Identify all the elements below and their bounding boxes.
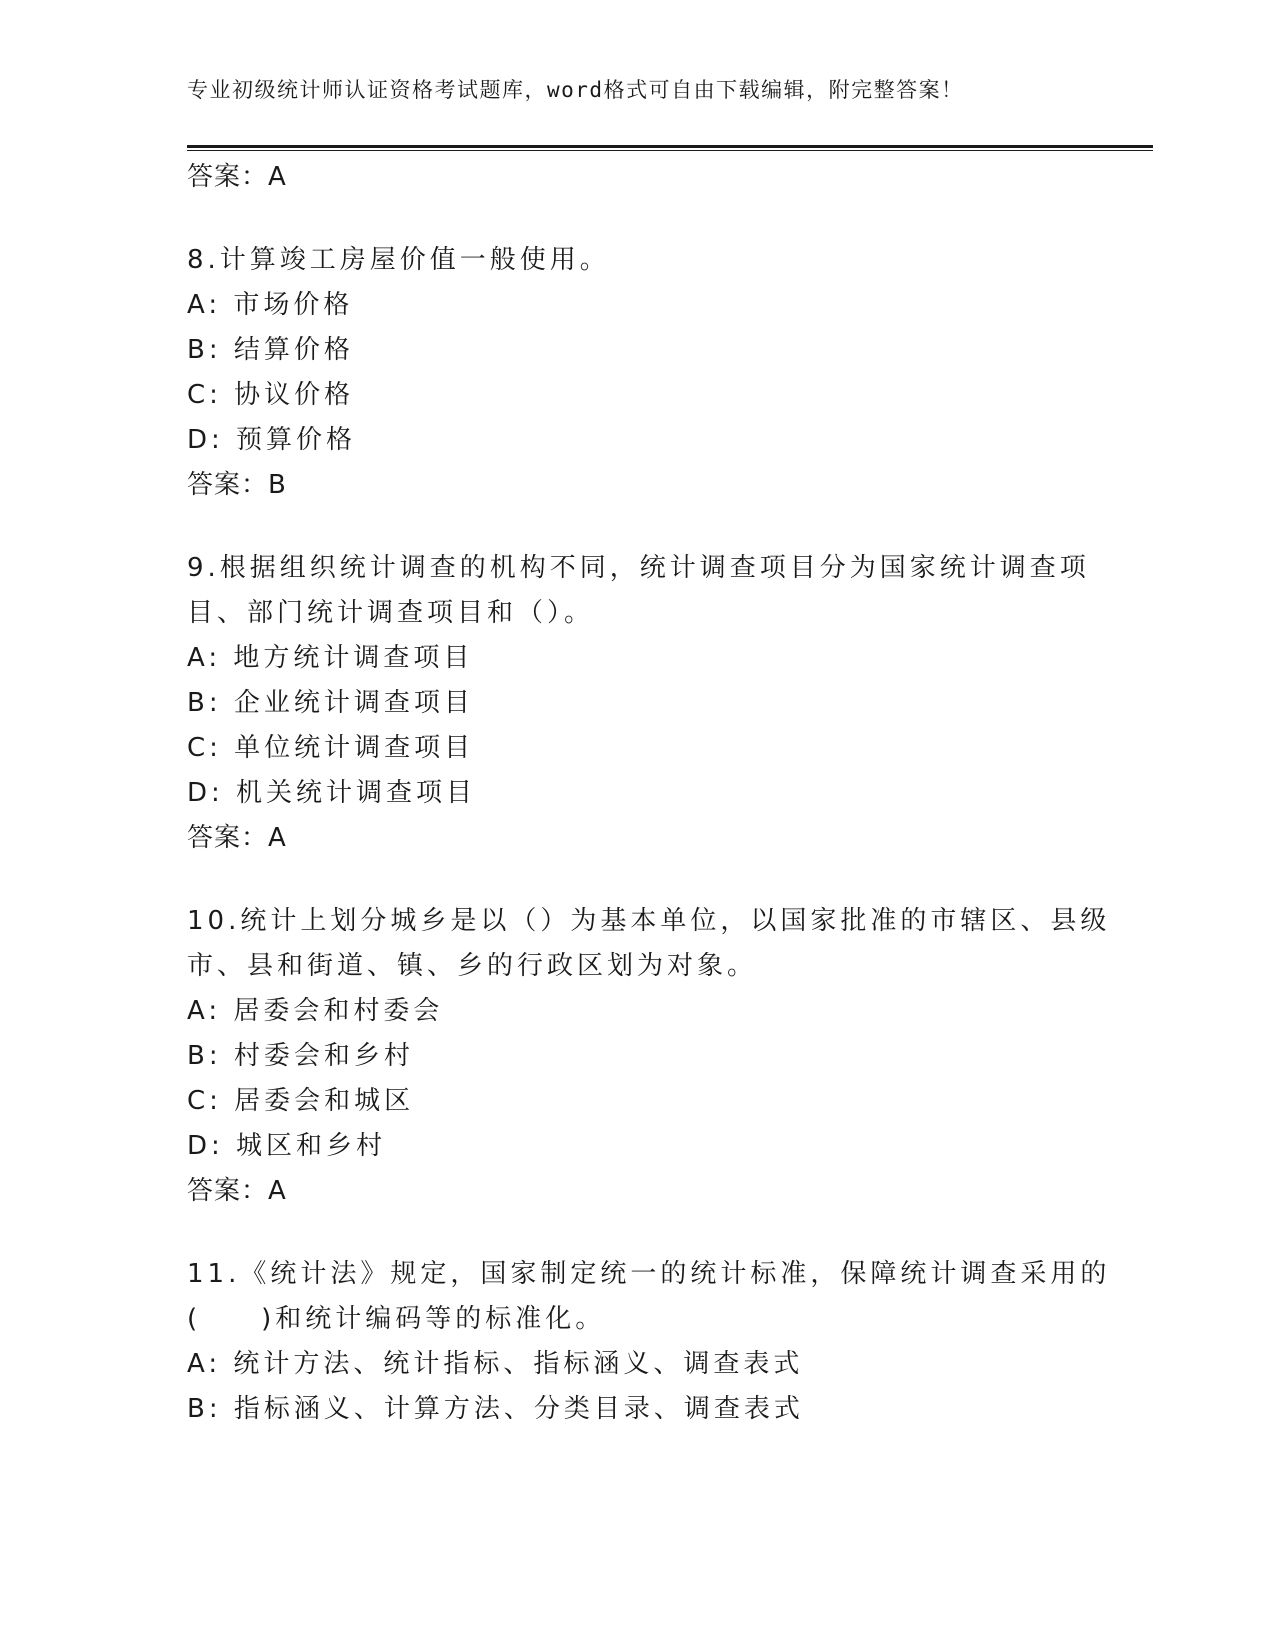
header-rule-thin	[187, 150, 1153, 151]
question-10-answer: 答案：A	[187, 1176, 287, 1206]
question-11-stem-line-1: 11.《统计法》规定，国家制定统一的统计标准，保障统计调查采用的	[187, 1259, 1111, 1289]
question-9-option-d: D: 机关统计调查项目	[187, 778, 477, 808]
previous-answer: 答案：A	[187, 162, 287, 192]
question-11-option-a: A: 统计方法、统计指标、指标涵义、调查表式	[187, 1349, 804, 1379]
question-10-stem-line-1: 10.统计上划分城乡是以（）为基本单位，以国家批准的市辖区、县级	[187, 906, 1111, 936]
question-8-option-d: D: 预算价格	[187, 425, 357, 455]
question-9-option-b: B: 企业统计调查项目	[187, 688, 474, 718]
question-10-stem-line-2: 市、县和街道、镇、乡的行政区划为对象。	[187, 951, 758, 981]
question-11-option-b: B: 指标涵义、计算方法、分类目录、调查表式	[187, 1394, 804, 1424]
question-8-stem-line-1: 8.计算竣工房屋价值一般使用。	[187, 245, 610, 275]
question-10-option-c: C: 居委会和城区	[187, 1086, 415, 1116]
question-9-option-c: C: 单位统计调查项目	[187, 733, 475, 763]
question-9-stem-line-1: 9.根据组织统计调查的机构不同，统计调查项目分为国家统计调查项	[187, 553, 1090, 583]
header-rule-thick	[187, 145, 1153, 148]
question-9-answer: 答案：A	[187, 823, 287, 853]
question-10-option-d: D: 城区和乡村	[187, 1131, 387, 1161]
question-8-option-b: B: 结算价格	[187, 335, 354, 365]
question-8-answer: 答案：B	[187, 470, 287, 500]
question-10-option-a: A: 居委会和村委会	[187, 996, 444, 1026]
question-10-option-b: B: 村委会和乡村	[187, 1041, 414, 1071]
page-header: 专业初级统计师认证资格考试题库，word格式可自由下载编辑，附完整答案！	[187, 78, 964, 102]
question-8-option-a: A: 市场价格	[187, 290, 354, 320]
question-8-option-c: C: 协议价格	[187, 380, 355, 410]
question-9-option-a: A: 地方统计调查项目	[187, 643, 474, 673]
question-9-stem-line-2: 目、部门统计调查项目和（）。	[187, 598, 595, 628]
question-11-stem-line-2: ( )和统计编码等的标准化。	[187, 1304, 606, 1334]
